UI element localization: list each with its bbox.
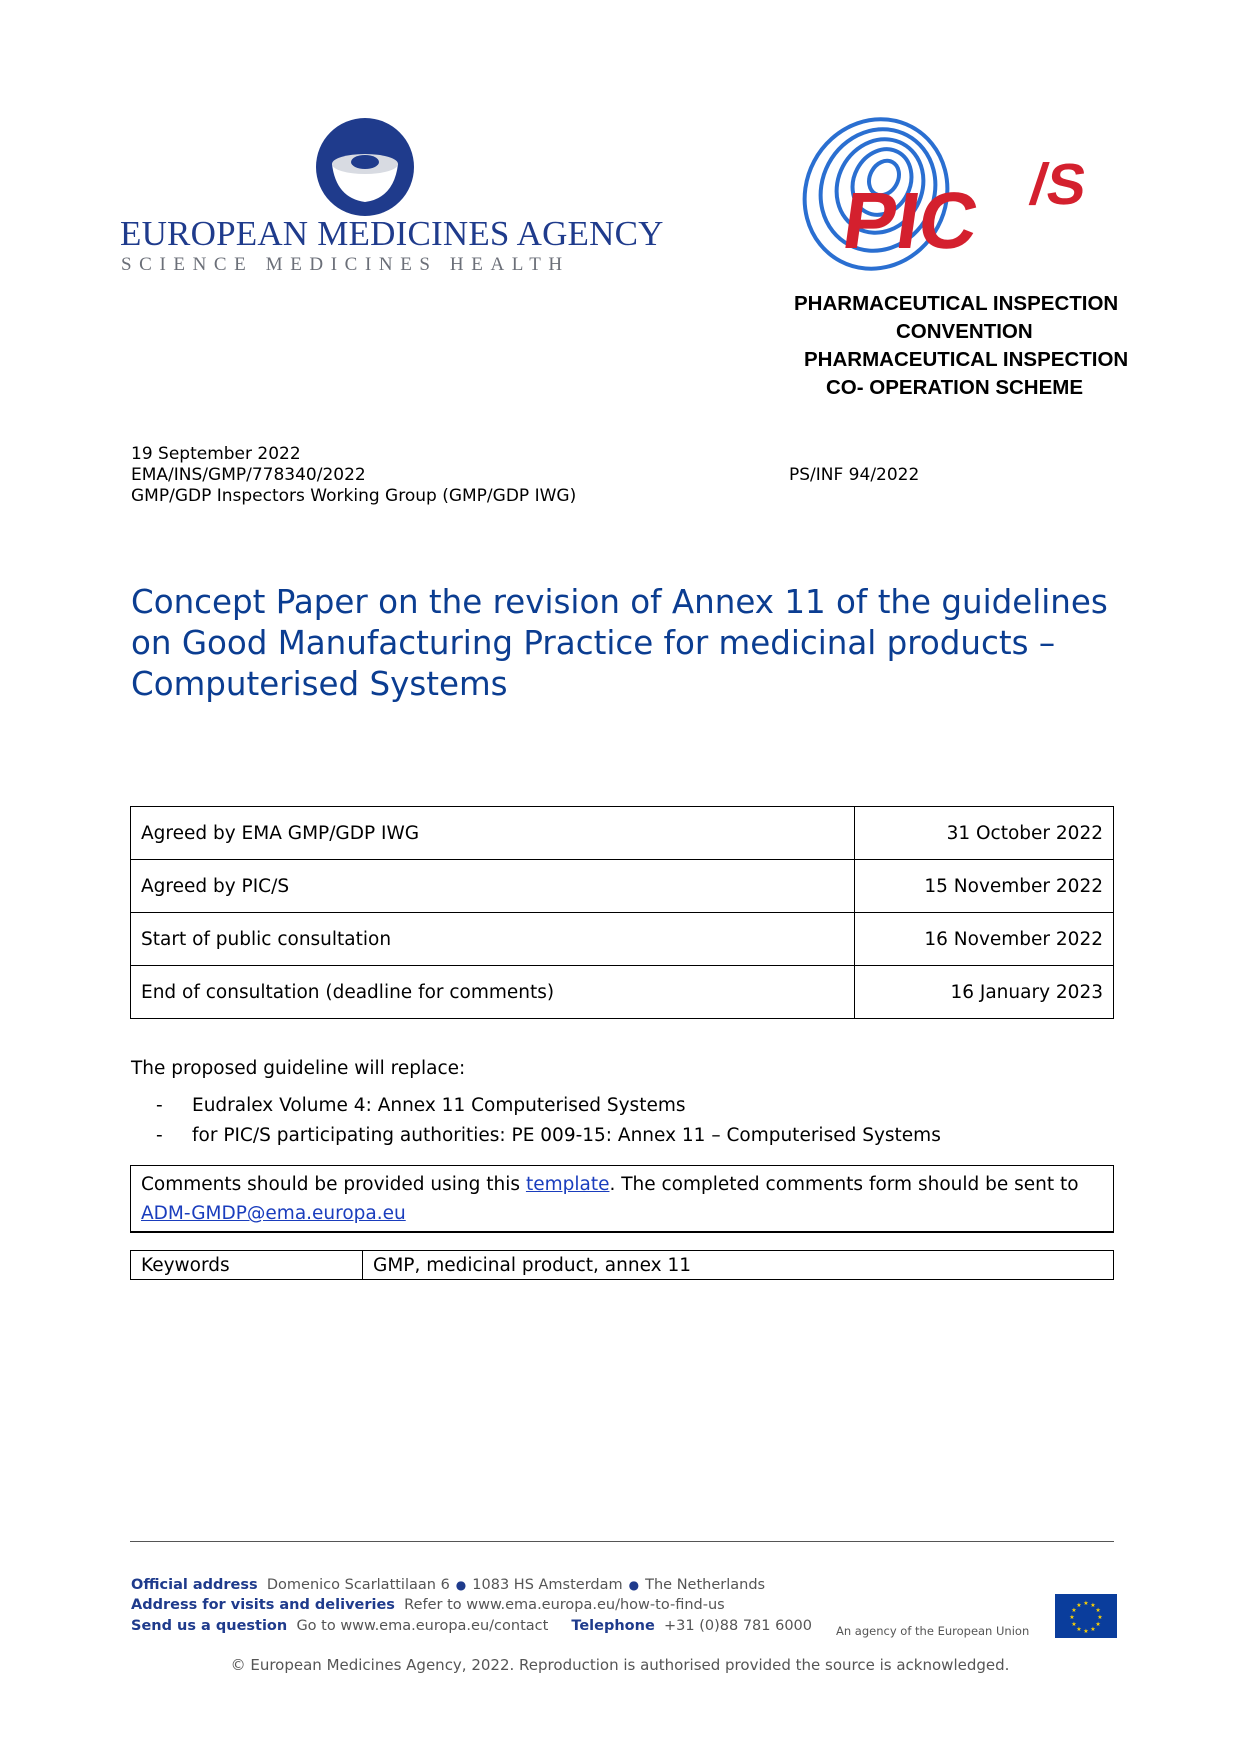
svg-text:★: ★ [1071,1621,1077,1628]
svg-text:PIC: PIC [837,176,984,266]
timeline-label: Agreed by EMA GMP/GDP IWG [131,807,855,860]
svg-text:★: ★ [1071,1607,1077,1614]
pics-line-4: CO- OPERATION SCHEME [826,376,1084,399]
svg-text:★: ★ [1069,1614,1075,1621]
table-row [131,1251,1114,1280]
pics-line-3: PHARMACEUTICAL INSPECTION [804,348,1129,371]
pics-line-1: PHARMACEUTICAL INSPECTION [794,292,1119,315]
svg-text:★: ★ [1076,1601,1082,1609]
list-item: for PIC/S participating authorities: PE 009-15: Annex 11 – Computerised Systems [192,1125,941,1146]
pics-logo-icon [798,106,1118,296]
list-item: Eudralex Volume 4: Annex 11 Computerised Systems [192,1095,686,1116]
address-street: Domenico Scarlattilaan 6 [266,1577,450,1593]
visits-text: Refer to www.ema.europa.eu/how-to-find-us [404,1597,725,1613]
eu-flag-icon [1055,1594,1117,1638]
timeline-label: Start of public consultation [131,913,855,966]
ema-reference: EMA/INS/GMP/778340/2022 [131,465,366,485]
template-link[interactable]: template [525,1174,610,1195]
svg-text:★: ★ [1090,1626,1096,1634]
pics-line-2: CONVENTION [896,320,1033,343]
working-group: GMP/GDP Inspectors Working Group (GMP/GDP IWG) [131,486,577,506]
timeline-table [130,806,1114,1019]
ema-tagline: SCIENCE MEDICINES HEALTH [121,254,570,275]
svg-text:★: ★ [1090,1601,1096,1609]
pics-reference: PS/INF 94/2022 [789,465,920,485]
timeline-date: 16 January 2023 [855,966,1114,1019]
contact-line [131,1618,812,1634]
separator-dot-icon: ● [455,1578,467,1592]
comments-text: . The completed comments form should be sent to [609,1174,1079,1195]
svg-text:★: ★ [1083,1600,1089,1607]
svg-text:★: ★ [1076,1626,1082,1634]
ema-logo-icon [310,112,420,222]
phone-label: Telephone [571,1618,655,1634]
ema-name: EUROPEAN MEDICINES AGENCY [120,214,664,253]
visits-label: Address for visits and deliveries [131,1597,395,1613]
svg-text:/S: /S [1026,152,1091,217]
timeline-label: End of consultation (deadline for comments) [131,966,855,1019]
document-date: 19 September 2022 [131,444,301,464]
separator-dot-icon: ● [628,1578,640,1592]
phone-text: +31 (0)88 781 6000 [664,1618,813,1634]
keywords-label: Keywords [131,1251,363,1280]
official-address [131,1577,765,1593]
copyright: © European Medicines Agency, 2022. Reproduction is authorised provided the source is acknowledged. [230,1656,1010,1674]
table-row [131,913,1114,966]
footer-divider [130,1541,1114,1542]
comments-text: Comments should be provided using this [141,1174,526,1195]
timeline-date: 15 November 2022 [855,860,1114,913]
svg-text:★: ★ [1095,1621,1101,1628]
address-country: The Netherlands [645,1577,766,1593]
comments-box [130,1165,1114,1233]
table-row [131,860,1114,913]
keywords-value: GMP, medicinal product, annex 11 [363,1251,1114,1280]
timeline-date: 16 November 2022 [855,913,1114,966]
svg-text:★: ★ [1095,1607,1101,1614]
table-row [131,807,1114,860]
timeline-label: Agreed by PIC/S [131,860,855,913]
list-bullet: - [156,1125,163,1146]
email-link[interactable]: ADM-GMDP@ema.europa.eu [141,1203,406,1224]
visits-address [131,1597,725,1613]
table-row [131,966,1114,1019]
eu-agency-text: An agency of the European Union [836,1624,1030,1638]
keywords-table [130,1250,1114,1280]
svg-text:★: ★ [1083,1628,1089,1635]
replace-intro: The proposed guideline will replace: [131,1058,466,1079]
timeline-date: 31 October 2022 [855,807,1114,860]
question-text: Go to www.ema.europa.eu/contact [296,1618,549,1634]
list-bullet: - [156,1095,163,1116]
question-label: Send us a question [131,1618,288,1634]
address-city: 1083 HS Amsterdam [472,1577,623,1593]
official-address-label: Official address [131,1577,258,1593]
page-title: Concept Paper on the revision of Annex 11 of the guidelines on Good Manufacturing Practice for medicinal products – Computerised Systems [131,583,1108,703]
svg-text:★: ★ [1097,1614,1103,1621]
